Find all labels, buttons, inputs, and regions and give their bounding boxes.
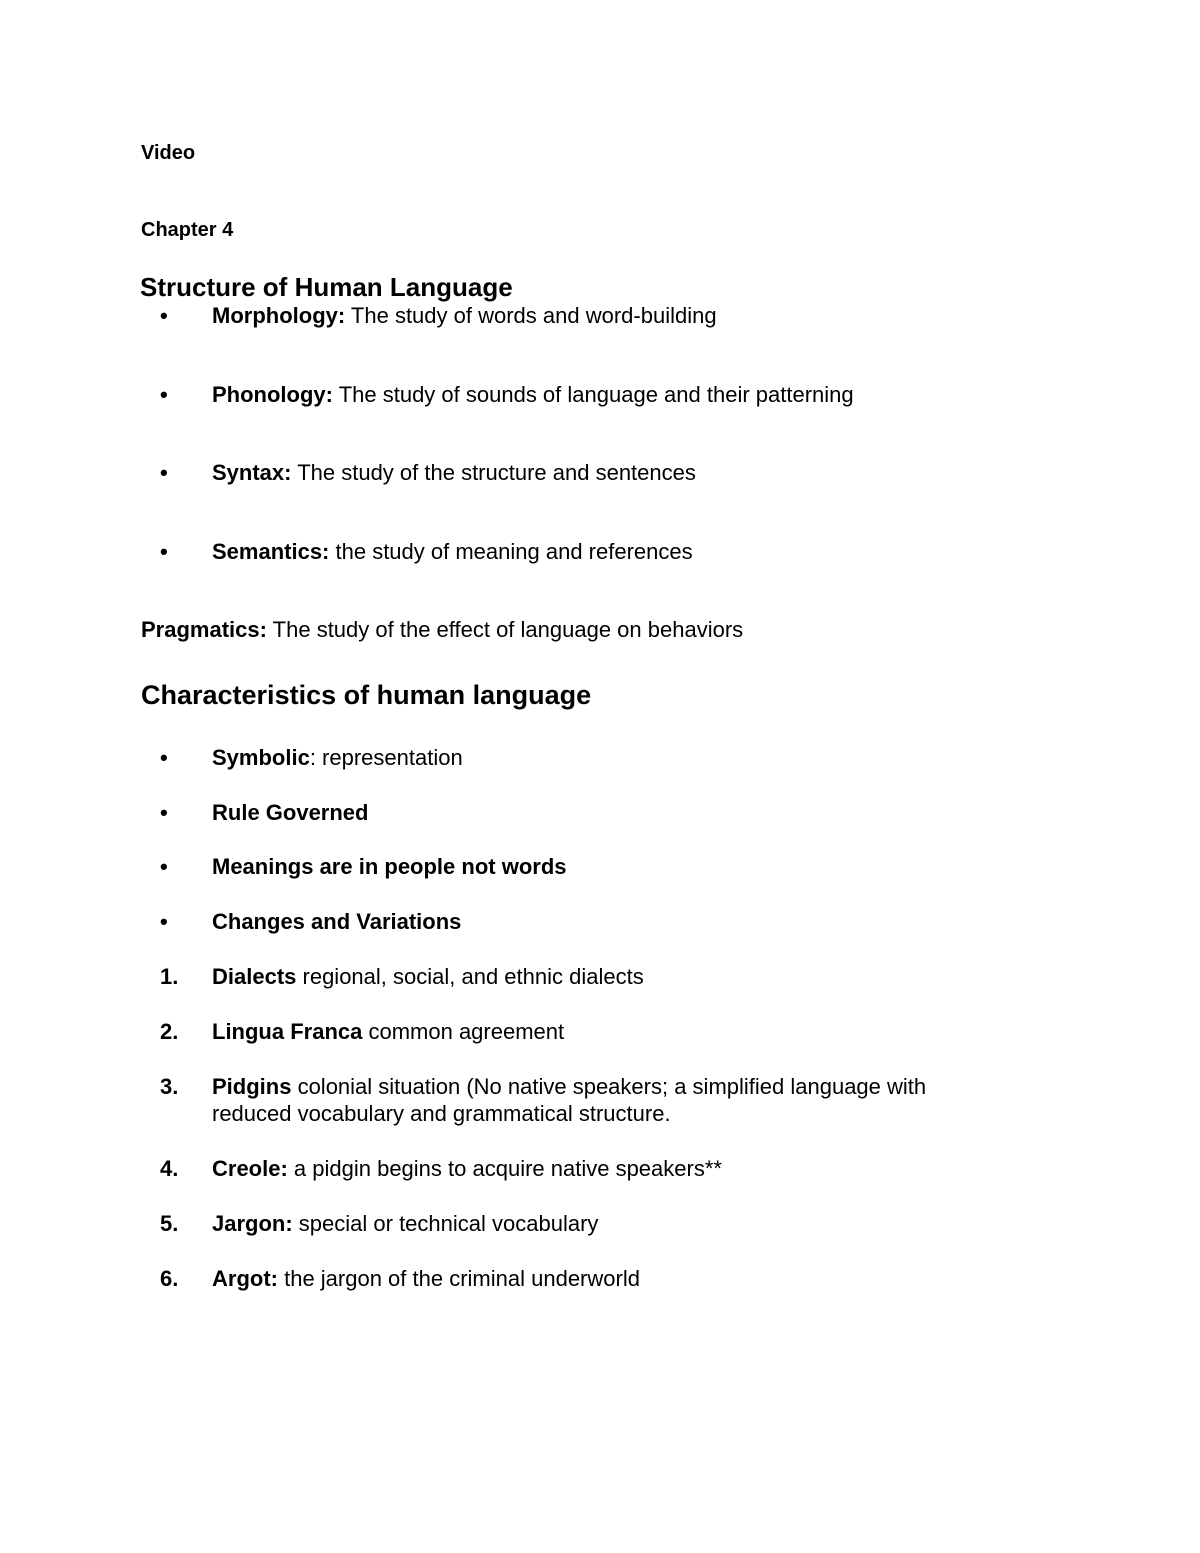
item-desc: the study of meaning and references: [329, 539, 693, 564]
bullet-icon: •: [160, 800, 168, 825]
chapter-label: Chapter 4: [141, 219, 234, 241]
item-term: Dialects: [212, 964, 297, 989]
pragmatics-paragraph: [141, 616, 743, 643]
item-term: Rule Governed: [212, 800, 369, 825]
bullet-icon: •: [160, 909, 168, 934]
item-term: Meanings are in people not words: [212, 854, 567, 879]
item-term: Syntax:: [212, 460, 292, 485]
item-term: Symbolic: [212, 745, 310, 770]
item-number: 4.: [160, 1156, 179, 1181]
item-term: Creole:: [212, 1156, 288, 1181]
item-term: Argot:: [212, 1266, 278, 1291]
item-number: 3.: [160, 1074, 179, 1099]
item-term: Pidgins: [212, 1074, 292, 1099]
bullet-icon: •: [160, 382, 168, 407]
bullet-icon: •: [160, 460, 168, 485]
item-desc: The study of the structure and sentences: [291, 460, 696, 485]
item-desc: common agreement: [362, 1019, 565, 1044]
item-desc: regional, social, and ethnic dialects: [296, 964, 644, 989]
item-desc: special or technical vocabulary: [292, 1211, 599, 1236]
item-desc: The study of words and word-building: [345, 303, 717, 328]
item-term: Changes and Variations: [212, 909, 462, 934]
pragmatics-desc: The study of the effect of language on behaviors: [266, 617, 744, 642]
item-term: Semantics:: [212, 539, 330, 564]
item-term: Lingua Franca: [212, 1019, 363, 1044]
pragmatics-term: Pragmatics:: [141, 617, 267, 642]
item-term: Morphology:: [212, 303, 346, 328]
item-term: Jargon:: [212, 1211, 293, 1236]
item-number: 6.: [160, 1266, 179, 1291]
item-number: 2.: [160, 1019, 179, 1044]
bullet-icon: •: [160, 854, 168, 879]
bullet-icon: •: [160, 539, 168, 564]
bullet-icon: •: [160, 303, 168, 328]
item-desc: : representation: [309, 745, 463, 770]
item-desc: a pidgin begins to acquire native speakers**: [287, 1156, 722, 1181]
item-number: 5.: [160, 1211, 179, 1236]
item-number: 1.: [160, 964, 179, 989]
item-term: Phonology:: [212, 382, 333, 407]
bullet-icon: •: [160, 745, 168, 770]
item-desc: colonial situation (No native speakers; a simplified language with reduced vocabulary and grammatical structure.: [212, 1074, 927, 1126]
structure-heading: Structure of Human Language: [140, 272, 513, 302]
item-desc: the jargon of the criminal underworld: [277, 1266, 640, 1291]
video-label: Video: [141, 142, 196, 164]
item-desc: The study of sounds of language and their patterning: [332, 382, 854, 407]
characteristics-heading: Characteristics of human language: [141, 680, 592, 710]
